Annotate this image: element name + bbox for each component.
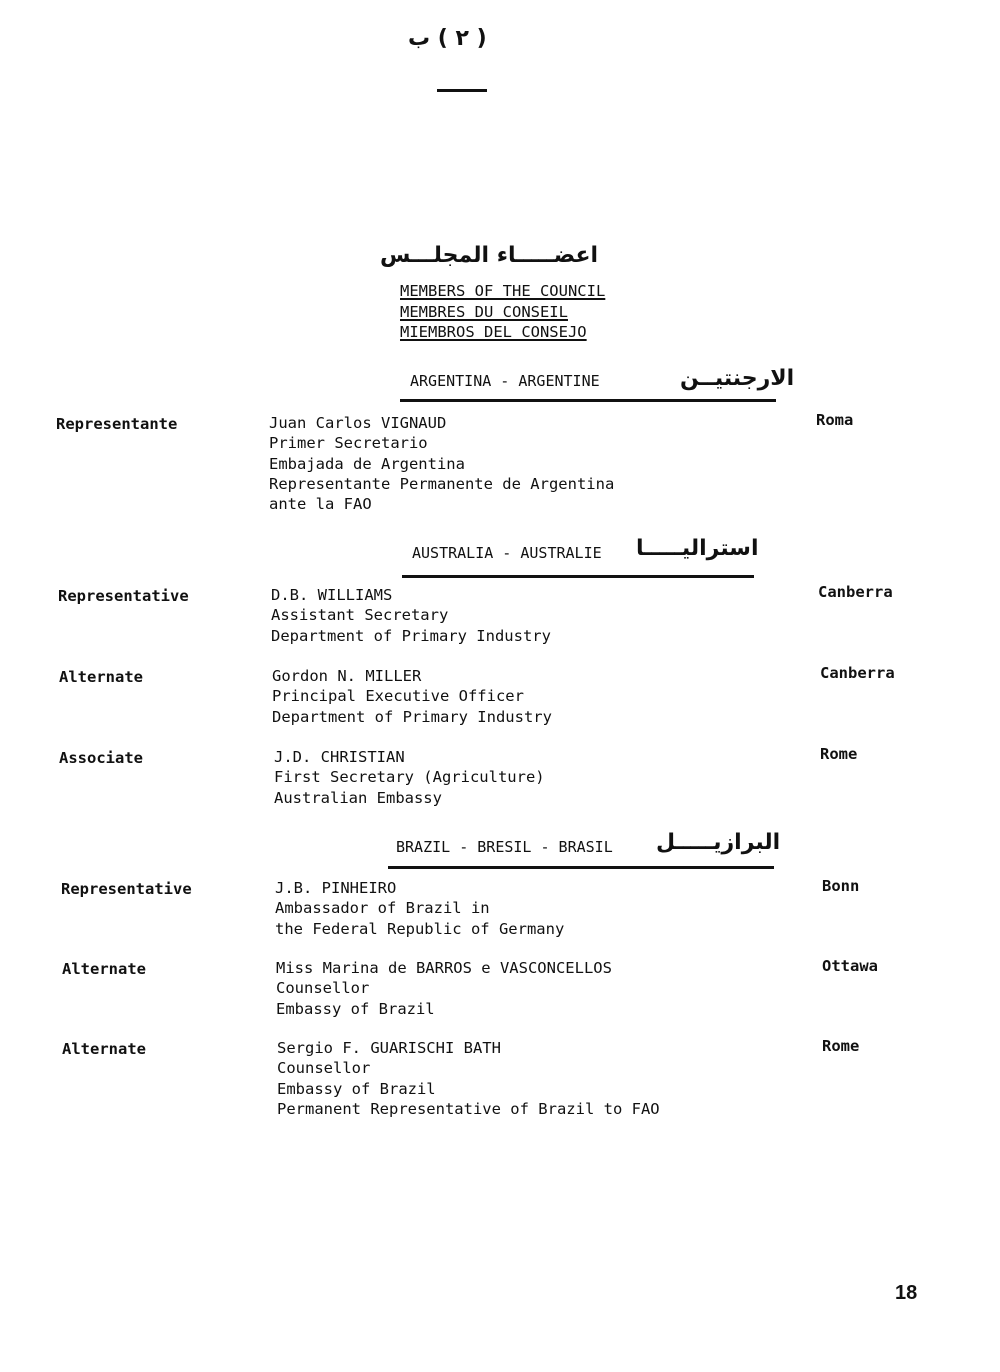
member-name: Miss Marina de BARROS e VASCONCELLOS bbox=[276, 959, 612, 977]
member-detail-line: Department of Primary Industry bbox=[272, 707, 552, 726]
council-title-arabic: اعضـــــاء المجلـــس bbox=[380, 243, 599, 268]
member-detail-line: Counsellor bbox=[277, 1059, 371, 1078]
member-role: Representative bbox=[61, 880, 192, 898]
country-rule-brazil bbox=[388, 866, 774, 869]
member-detail-line: Counsellor bbox=[276, 979, 370, 998]
member-detail-line: the Federal Republic of Germany bbox=[275, 919, 565, 938]
member-city: Bonn bbox=[822, 877, 860, 895]
member-detail-line: Assistant Secretary bbox=[271, 606, 449, 625]
country-rule-australia bbox=[402, 575, 754, 578]
member-city: Canberra bbox=[820, 664, 895, 682]
member-city: Roma bbox=[816, 411, 854, 429]
member-name: Juan Carlos VIGNAUD bbox=[269, 414, 447, 432]
country-heading-argentina-arabic: الارجنتيــن bbox=[680, 366, 795, 391]
council-title-spanish: MIEMBROS DEL CONSEJO bbox=[400, 323, 587, 341]
member-detail-line: Principal Executive Officer bbox=[272, 687, 524, 706]
member-detail-line: Embajada de Argentina bbox=[269, 454, 465, 473]
member-detail-line: Australian Embassy bbox=[274, 788, 442, 807]
member-detail-line: Ambassador of Brazil in bbox=[275, 899, 490, 918]
country-heading-australia: AUSTRALIA - AUSTRALIE bbox=[412, 544, 602, 562]
member-city: Rome bbox=[820, 745, 858, 763]
member-name: J.B. PINHEIRO bbox=[275, 879, 397, 897]
member-role: Associate bbox=[59, 749, 143, 767]
member-details bbox=[274, 747, 545, 808]
page-header-code: ( ٢ ) ب bbox=[408, 26, 487, 51]
member-details bbox=[272, 666, 552, 727]
member-city: Ottawa bbox=[822, 957, 878, 975]
council-titles bbox=[400, 281, 605, 343]
member-name: Gordon N. MILLER bbox=[272, 667, 422, 685]
member-detail-line: Department of Primary Industry bbox=[271, 626, 551, 645]
member-role: Representante bbox=[56, 415, 178, 433]
member-name: J.D. CHRISTIAN bbox=[274, 748, 405, 766]
member-city: Rome bbox=[822, 1037, 860, 1055]
country-rule-argentina bbox=[400, 399, 776, 402]
council-title-english: MEMBERS OF THE COUNCIL bbox=[400, 282, 606, 300]
member-details bbox=[277, 1038, 660, 1119]
member-details bbox=[276, 958, 612, 1019]
member-detail-line: Representante Permanente de Argentina bbox=[269, 474, 615, 493]
member-detail-line: Embassy of Brazil bbox=[276, 999, 435, 1018]
member-role: Alternate bbox=[59, 668, 143, 686]
member-city: Canberra bbox=[818, 583, 893, 601]
country-heading-australia-arabic: استراليـــــا bbox=[636, 536, 759, 561]
member-details bbox=[269, 413, 614, 514]
country-heading-brazil-arabic: البرازيـــــل bbox=[656, 830, 781, 855]
council-title-french: MEMBRES DU CONSEIL bbox=[400, 302, 568, 321]
member-role: Alternate bbox=[62, 960, 146, 978]
member-detail-line: Primer Secretario bbox=[269, 434, 428, 453]
member-detail-line: Permanent Representative of Brazil to FAO bbox=[277, 1099, 660, 1118]
header-dash-divider bbox=[437, 89, 487, 92]
member-role: Representative bbox=[58, 587, 189, 605]
country-heading-brazil: BRAZIL - BRESIL - BRASIL bbox=[396, 838, 613, 856]
member-detail-line: First Secretary (Agriculture) bbox=[274, 768, 545, 787]
member-detail-line: ante la FAO bbox=[269, 495, 372, 514]
member-details bbox=[275, 878, 564, 939]
member-details bbox=[271, 585, 551, 646]
member-name: Sergio F. GUARISCHI BATH bbox=[277, 1039, 501, 1057]
member-role: Alternate bbox=[62, 1040, 146, 1058]
country-heading-argentina: ARGENTINA - ARGENTINE bbox=[410, 372, 600, 390]
member-name: D.B. WILLIAMS bbox=[271, 586, 393, 604]
page-number: 18 bbox=[895, 1282, 918, 1304]
member-detail-line: Embassy of Brazil bbox=[277, 1079, 436, 1098]
